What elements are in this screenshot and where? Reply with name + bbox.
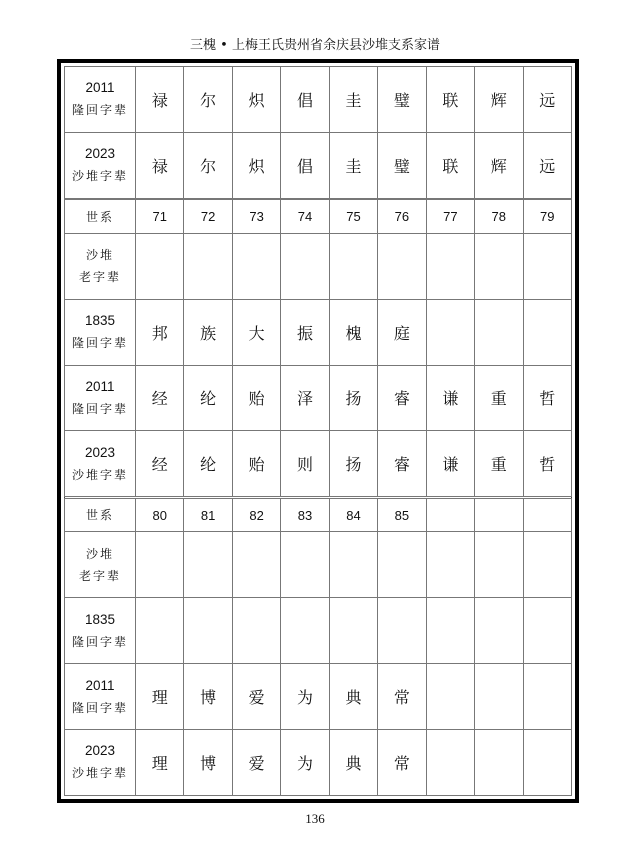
generation-char-cell [232,233,280,299]
generation-char-cell: 远 [523,132,572,198]
generation-char-cell [232,532,280,598]
row-label-name: 世系 [85,209,114,224]
generation-char-cell [426,532,474,598]
generation-number-cell: 76 [378,200,426,234]
generation-char-cell: 禄 [136,67,184,133]
generation-char-cell [475,532,523,598]
row-label [65,431,136,497]
table-row [65,365,572,431]
row-label-name: 沙堆字辈 [71,467,128,482]
generation-char-cell [378,598,426,664]
generation-table-frame [57,59,579,803]
generation-char-cell [475,664,523,730]
generation-char-cell: 圭 [329,132,377,198]
generation-names-table [64,66,572,796]
row-label-name: 老字辈 [78,270,121,285]
generation-char-cell [523,233,572,299]
generation-char-cell [523,299,572,365]
generation-char-cell [426,233,474,299]
generation-number-cell: 85 [378,498,426,532]
row-label-name: 隆回字辈 [71,700,128,715]
generation-char-cell: 经 [136,431,184,497]
generation-char-cell: 常 [378,664,426,730]
row-label [65,598,136,664]
generation-number-row [65,200,572,234]
generation-char-cell [136,532,184,598]
generation-char-cell: 联 [426,132,474,198]
generation-char-cell: 璧 [378,132,426,198]
generation-char-cell: 倡 [281,67,329,133]
generation-char-cell [426,729,474,795]
generation-char-cell: 典 [329,729,377,795]
generation-number-cell: 71 [136,200,184,234]
generation-char-cell: 扬 [329,431,377,497]
generation-char-cell: 贻 [232,365,280,431]
generation-char-cell [475,299,523,365]
generation-char-cell: 辉 [475,132,523,198]
generation-char-cell: 邦 [136,299,184,365]
generation-char-cell: 泽 [281,365,329,431]
generation-char-cell: 典 [329,664,377,730]
row-label-year: 2023 [84,146,116,162]
generation-char-cell: 博 [184,664,232,730]
table-row [65,299,572,365]
generation-char-cell: 为 [281,729,329,795]
row-label-year: 2011 [85,80,115,96]
generation-char-cell: 爱 [232,729,280,795]
generation-number-cell: 79 [523,200,572,234]
table-row [65,729,572,795]
row-label-name: 隆回字辈 [71,336,128,351]
generation-char-cell [281,598,329,664]
generation-char-cell [136,233,184,299]
generation-number-cell [475,498,523,532]
generation-char-cell [523,598,572,664]
generation-char-cell [523,664,572,730]
row-label [65,532,136,598]
generation-char-cell: 哲 [523,365,572,431]
generation-char-cell: 为 [281,664,329,730]
generation-char-cell: 睿 [378,365,426,431]
generation-char-cell [329,233,377,299]
generation-char-cell [136,598,184,664]
table-row [65,664,572,730]
generation-char-cell: 禄 [136,132,184,198]
row-label [65,365,136,431]
generation-number-cell: 81 [184,498,232,532]
generation-char-cell [426,598,474,664]
generation-char-cell: 睿 [378,431,426,497]
table-row [65,532,572,598]
generation-char-cell: 纶 [184,431,232,497]
generation-char-cell: 联 [426,67,474,133]
table-row [65,598,572,664]
generation-number-cell: 75 [329,200,377,234]
row-label [65,132,136,198]
generation-char-cell: 振 [281,299,329,365]
generation-char-cell: 炽 [232,67,280,133]
generation-number-cell: 80 [136,498,184,532]
generation-char-cell: 经 [136,365,184,431]
generation-char-cell: 炽 [232,132,280,198]
row-label-name: 沙堆 [85,546,114,561]
generation-number-cell: 74 [281,200,329,234]
row-label-name: 老字辈 [78,568,121,583]
row-label-name: 沙堆字辈 [71,169,128,184]
generation-char-cell [184,598,232,664]
page-header-title: 三槐 • 上梅王氏贵州省余庆县沙堆支系家谱 [190,38,440,53]
generation-char-cell: 槐 [329,299,377,365]
generation-char-cell: 博 [184,729,232,795]
generation-number-cell: 82 [232,498,280,532]
generation-char-cell [232,598,280,664]
generation-char-cell: 扬 [329,365,377,431]
generation-char-cell: 庭 [378,299,426,365]
generation-char-cell [281,233,329,299]
generation-number-cell: 78 [475,200,523,234]
row-label [65,299,136,365]
generation-char-cell [426,664,474,730]
row-label [65,200,136,234]
generation-char-cell: 谦 [426,365,474,431]
generation-char-cell: 尔 [184,132,232,198]
page-number: 136 [305,811,325,826]
table-row [65,132,572,198]
generation-char-cell: 重 [475,365,523,431]
row-label-name: 隆回字辈 [71,634,128,649]
row-label-year: 2023 [84,743,116,759]
row-label [65,498,136,532]
generation-number-cell: 77 [426,200,474,234]
generation-char-cell: 哲 [523,431,572,497]
row-label-name: 沙堆 [85,248,114,263]
generation-char-cell: 理 [136,729,184,795]
row-label-name: 隆回字辈 [71,401,128,416]
generation-char-cell: 纶 [184,365,232,431]
generation-number-cell [426,498,474,532]
generation-number-cell: 72 [184,200,232,234]
generation-char-cell [378,532,426,598]
row-label-name: 隆回字辈 [71,103,128,118]
generation-char-cell: 远 [523,67,572,133]
generation-char-cell [475,233,523,299]
generation-char-cell: 常 [378,729,426,795]
row-label [65,664,136,730]
generation-char-cell [329,532,377,598]
table-row [65,67,572,133]
generation-char-cell: 璧 [378,67,426,133]
generation-number-cell: 84 [329,498,377,532]
generation-char-cell [281,532,329,598]
generation-char-cell: 辉 [475,67,523,133]
row-label-year: 1835 [84,611,116,627]
row-label-year: 1835 [84,313,116,329]
table-row [65,233,572,299]
generation-number-cell: 83 [281,498,329,532]
generation-char-cell [378,233,426,299]
generation-char-cell [475,729,523,795]
generation-char-cell [523,532,572,598]
generation-char-cell [329,598,377,664]
generation-char-cell: 重 [475,431,523,497]
generation-char-cell: 贻 [232,431,280,497]
generation-char-cell: 爱 [232,664,280,730]
generation-char-cell: 理 [136,664,184,730]
generation-char-cell [523,729,572,795]
generation-char-cell: 族 [184,299,232,365]
generation-char-cell [184,532,232,598]
generation-char-cell: 圭 [329,67,377,133]
generation-char-cell: 谦 [426,431,474,497]
row-label [65,67,136,133]
row-label [65,729,136,795]
generation-char-cell: 大 [232,299,280,365]
generation-char-cell: 尔 [184,67,232,133]
row-label [65,233,136,299]
generation-char-cell: 则 [281,431,329,497]
generation-char-cell [426,299,474,365]
table-row [65,431,572,497]
generation-number-cell: 73 [232,200,280,234]
generation-number-row [65,498,572,532]
generation-char-cell [184,233,232,299]
row-label-name: 世系 [85,508,114,523]
generation-char-cell [475,598,523,664]
generation-char-cell: 倡 [281,132,329,198]
generation-number-cell [523,498,572,532]
row-label-year: 2023 [84,444,116,460]
row-label-name: 沙堆字辈 [71,766,128,781]
row-label-year: 2011 [85,677,115,693]
row-label-year: 2011 [85,378,115,394]
